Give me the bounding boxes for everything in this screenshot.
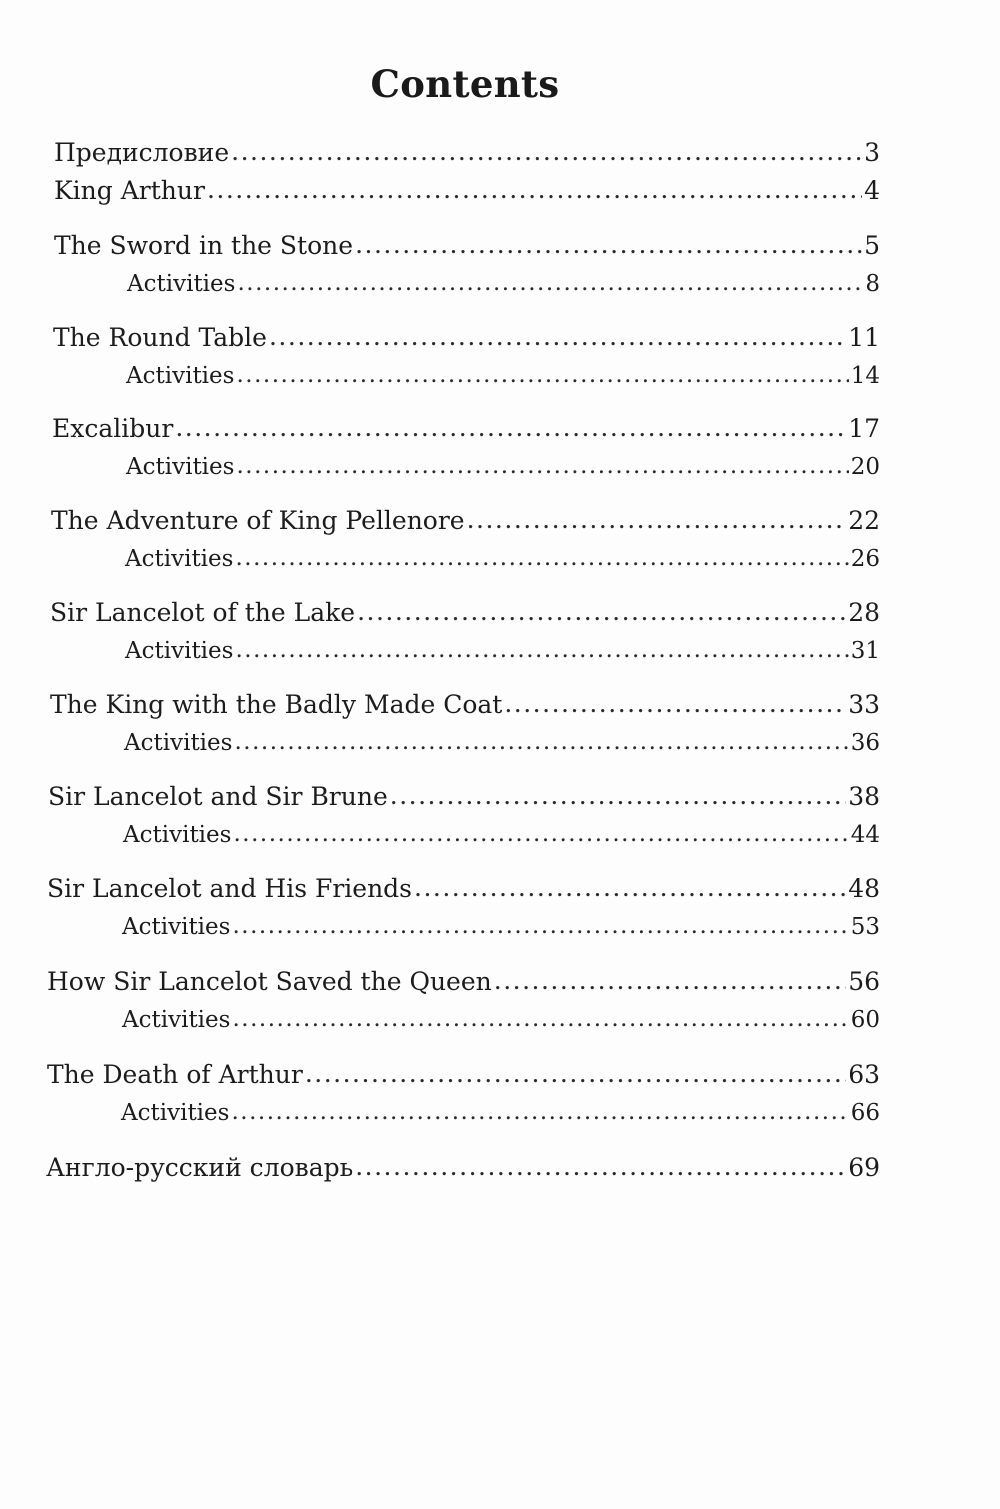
toc-entry-label: Sir Lancelot of the Lake — [50, 598, 356, 627]
dot-leader — [237, 268, 863, 298]
toc-entry-activities[interactable] — [126, 452, 880, 482]
toc-entry-label: Activities — [124, 730, 233, 756]
dot-leader — [390, 781, 846, 811]
dot-leader — [175, 413, 846, 443]
toc-entry-king-with-badly-made-coat[interactable] — [50, 690, 880, 720]
toc-page-number: 14 — [850, 363, 880, 389]
toc-page-number: 5 — [864, 231, 880, 260]
dot-leader — [355, 230, 862, 260]
dot-leader — [235, 635, 848, 665]
toc-page-number: 28 — [848, 598, 880, 627]
page-title: Contents — [370, 62, 560, 106]
toc-page-number: 38 — [848, 782, 880, 811]
toc-entry-label: Англо-русский словарь — [46, 1153, 354, 1182]
toc-page-number: 31 — [850, 638, 880, 664]
toc-entry-king-arthur[interactable] — [54, 176, 880, 206]
toc-entry-label: Sir Lancelot and His Friends — [47, 874, 413, 903]
toc-entry-label: King Arthur — [54, 176, 205, 205]
toc-entry-label: The King with the Badly Made Coat — [50, 690, 503, 719]
toc-entry-label: Excalibur — [52, 414, 174, 443]
toc-page-number: 26 — [850, 546, 880, 572]
toc-page-number: 56 — [848, 967, 880, 996]
dot-leader — [494, 966, 846, 996]
dot-leader — [235, 543, 848, 573]
toc-entry-activities[interactable] — [123, 820, 880, 850]
dot-leader — [414, 873, 846, 903]
toc-entry-activities[interactable] — [127, 269, 880, 299]
toc-entry-label: The Round Table — [53, 323, 267, 352]
toc-entry-label: Предисловие — [54, 138, 230, 167]
toc-entry-sword-in-the-stone[interactable] — [54, 231, 880, 261]
toc-page-number: 63 — [848, 1060, 880, 1089]
toc-entry-sir-lancelot-and-his-friends[interactable] — [47, 874, 880, 904]
toc-entry-label: Activities — [121, 1100, 230, 1126]
dot-leader — [305, 1059, 846, 1089]
toc-page-number: 3 — [864, 138, 880, 167]
toc-page-number: 8 — [865, 271, 880, 297]
dot-leader — [231, 137, 862, 167]
toc-entry-activities[interactable] — [125, 636, 880, 666]
toc-entry-how-sir-lancelot-saved-the-queen[interactable] — [47, 967, 880, 997]
toc-entry-activities[interactable] — [124, 728, 880, 758]
toc-page-number: 17 — [848, 414, 880, 443]
toc-entry-sir-lancelot-of-the-lake[interactable] — [50, 598, 880, 628]
toc-page-number: 44 — [850, 822, 880, 848]
toc-entry-label: How Sir Lancelot Saved the Queen — [47, 967, 492, 996]
dot-leader — [234, 727, 848, 757]
dot-leader — [236, 360, 848, 390]
toc-entry-label: The Death of Arthur — [47, 1060, 303, 1089]
toc-page-number: 33 — [848, 690, 880, 719]
toc-entry-label: The Adventure of King Pellenore — [51, 506, 465, 535]
toc-entry-label: Activities — [122, 1007, 231, 1033]
dot-leader — [232, 911, 848, 941]
toc-page-number: 69 — [848, 1153, 880, 1182]
toc-entry-death-of-arthur[interactable] — [47, 1060, 880, 1090]
toc-page-number: 53 — [850, 914, 880, 940]
toc-page-number: 66 — [850, 1100, 880, 1126]
dot-leader — [269, 322, 846, 352]
toc-entry-label: Activities — [127, 271, 236, 297]
toc-entry-label: Activities — [122, 914, 231, 940]
toc-entry-activities[interactable] — [122, 1005, 880, 1035]
toc-entry-label: Sir Lancelot and Sir Brune — [48, 782, 388, 811]
toc-entry-preface[interactable] — [54, 138, 880, 168]
dot-leader — [236, 451, 848, 481]
toc-entry-label: Activities — [126, 363, 235, 389]
dot-leader — [231, 1097, 848, 1127]
toc-page-number: 11 — [848, 323, 880, 352]
dot-leader — [207, 175, 862, 205]
toc-entry-adventure-of-king-pellenore[interactable] — [51, 506, 880, 536]
toc-entry-label: The Sword in the Stone — [54, 231, 354, 260]
toc-entry-activities[interactable] — [121, 1098, 880, 1128]
toc-entry-glossary[interactable] — [46, 1153, 880, 1183]
dot-leader — [357, 597, 846, 627]
dot-leader — [504, 689, 846, 719]
toc-page-number: 22 — [848, 506, 880, 535]
dot-leader — [233, 819, 848, 849]
toc-entry-activities[interactable] — [126, 361, 880, 391]
toc-entry-excalibur[interactable] — [52, 414, 880, 444]
dot-leader — [355, 1152, 846, 1182]
toc-entry-activities[interactable] — [122, 912, 880, 942]
dot-leader — [467, 505, 847, 535]
toc-page-number: 36 — [850, 730, 880, 756]
toc-entry-label: Activities — [125, 546, 234, 572]
toc-page-number: 4 — [864, 176, 880, 205]
toc-entry-label: Activities — [126, 454, 235, 480]
toc-entry-activities[interactable] — [125, 544, 880, 574]
toc-entry-sir-lancelot-and-sir-brune[interactable] — [48, 782, 880, 812]
dot-leader — [232, 1004, 848, 1034]
toc-entry-round-table[interactable] — [53, 323, 880, 353]
toc-entry-label: Activities — [125, 638, 234, 664]
toc-page-number: 20 — [850, 454, 880, 480]
toc-page-number: 60 — [850, 1007, 880, 1033]
toc-page-number: 48 — [848, 874, 880, 903]
toc-entry-label: Activities — [123, 822, 232, 848]
